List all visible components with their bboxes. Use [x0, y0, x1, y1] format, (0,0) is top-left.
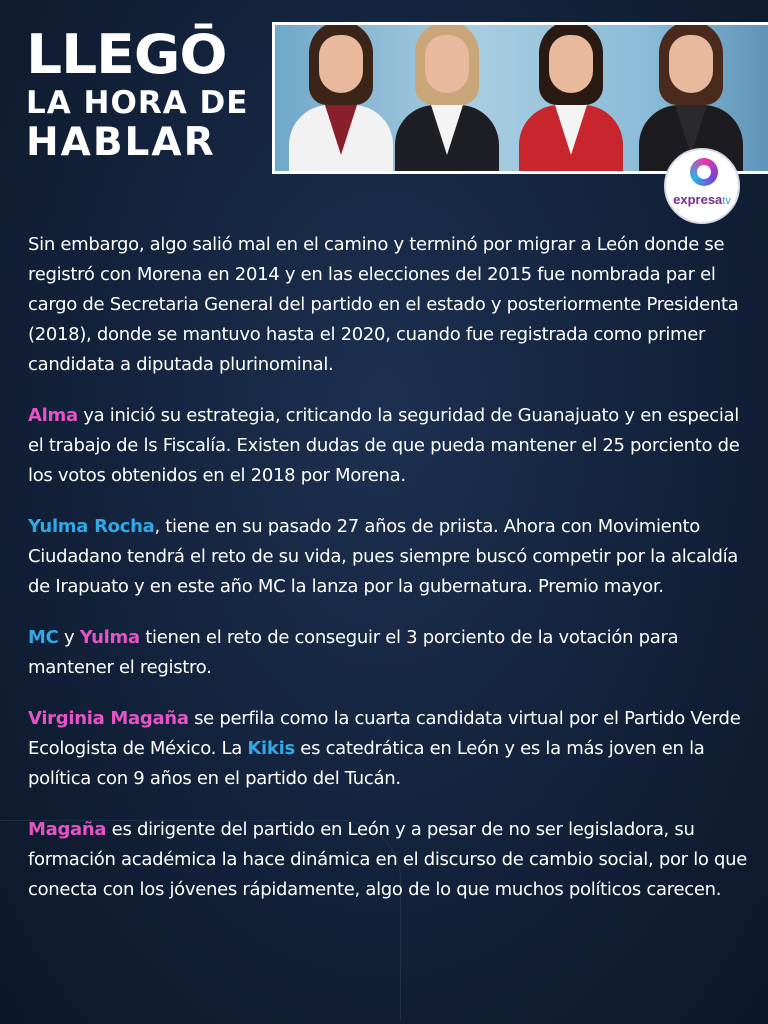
- program-logo: [26, 23, 256, 165]
- paragraph-5: [28, 704, 750, 794]
- brand-suffix: tv: [722, 195, 731, 207]
- logo-line-2: LA HORA DE: [26, 85, 249, 121]
- paragraph-4: [28, 623, 750, 683]
- brand-name: expresa: [673, 192, 723, 207]
- paragraph-5-text-2: es catedrática en León y es la más joven en la política con 9 años en el partido del Tucán.: [28, 738, 705, 789]
- name-highlight-yulma-rocha: Yulma Rocha: [28, 516, 155, 537]
- candidate-photo-3: [511, 22, 631, 171]
- paragraph-3: [28, 512, 750, 602]
- article-body: [28, 230, 750, 926]
- paragraph-6: [28, 815, 750, 905]
- name-highlight-magana: Magaña: [28, 819, 107, 840]
- paragraph-6-text: es dirigente del partido en León y a pesar de no ser legisladora, su formación académica la hace dinámica en el discurso de cambio social, por lo que conecta con los jóvenes rápidamente, algo de lo que muchos políticos carecen.: [28, 819, 748, 900]
- logo-line-3: HABLAR: [26, 120, 216, 165]
- logo-line-1: LLEGŌ: [26, 23, 227, 86]
- header: [0, 0, 768, 215]
- paragraph-2: [28, 401, 750, 491]
- name-highlight-virginia-magana: Virginia Magaña: [28, 708, 189, 729]
- paragraph-2-text: ya inició su estrategia, criticando la seguridad de Guanajuato y en especial el trabajo de ls Fiscalía. Existen dudas de que pueda mantener el 25 porciento de los votos obtenidos en el 2018 por Morena.: [28, 405, 740, 486]
- swirl-icon: [690, 158, 718, 186]
- name-highlight-yulma: Yulma: [79, 627, 140, 648]
- name-highlight-mc: MC: [28, 627, 59, 648]
- candidate-photo-2: [387, 22, 507, 171]
- candidate-photo-1: [281, 22, 401, 171]
- paragraph-5-text-1: se perfila como la cuarta candidata virtual por el Partido Verde Ecologista de México. La: [28, 708, 741, 759]
- paragraph-3-text: , tiene en su pasado 27 años de priista. Ahora con Movimiento Ciudadano tendrá el reto de su vida, pues siempre buscó competir por la alcaldía de Irapuato y en este año MC la lanza por la gubernatura. Premio mayor.: [28, 516, 739, 597]
- name-highlight-kikis: Kikis: [247, 738, 295, 759]
- paragraph-1: Sin embargo, algo salió mal en el camino y terminó por migrar a León donde se registró con Morena en 2014 y en las elecciones del 2015 fue nombrada par el cargo de Secretaria General del partido en el estado y posteriormente Presidenta (2018), donde se mantuvo hasta el 2020, cuando fue registrada como primer candidata a diputada plurinominal.: [28, 234, 739, 375]
- paragraph-4-and: y: [58, 627, 80, 648]
- name-highlight-alma: Alma: [28, 405, 78, 426]
- paragraph-4-text: tienen el reto de conseguir el 3 porciento de la votación para mantener el registro.: [28, 627, 679, 678]
- expresatv-logo: [664, 148, 740, 224]
